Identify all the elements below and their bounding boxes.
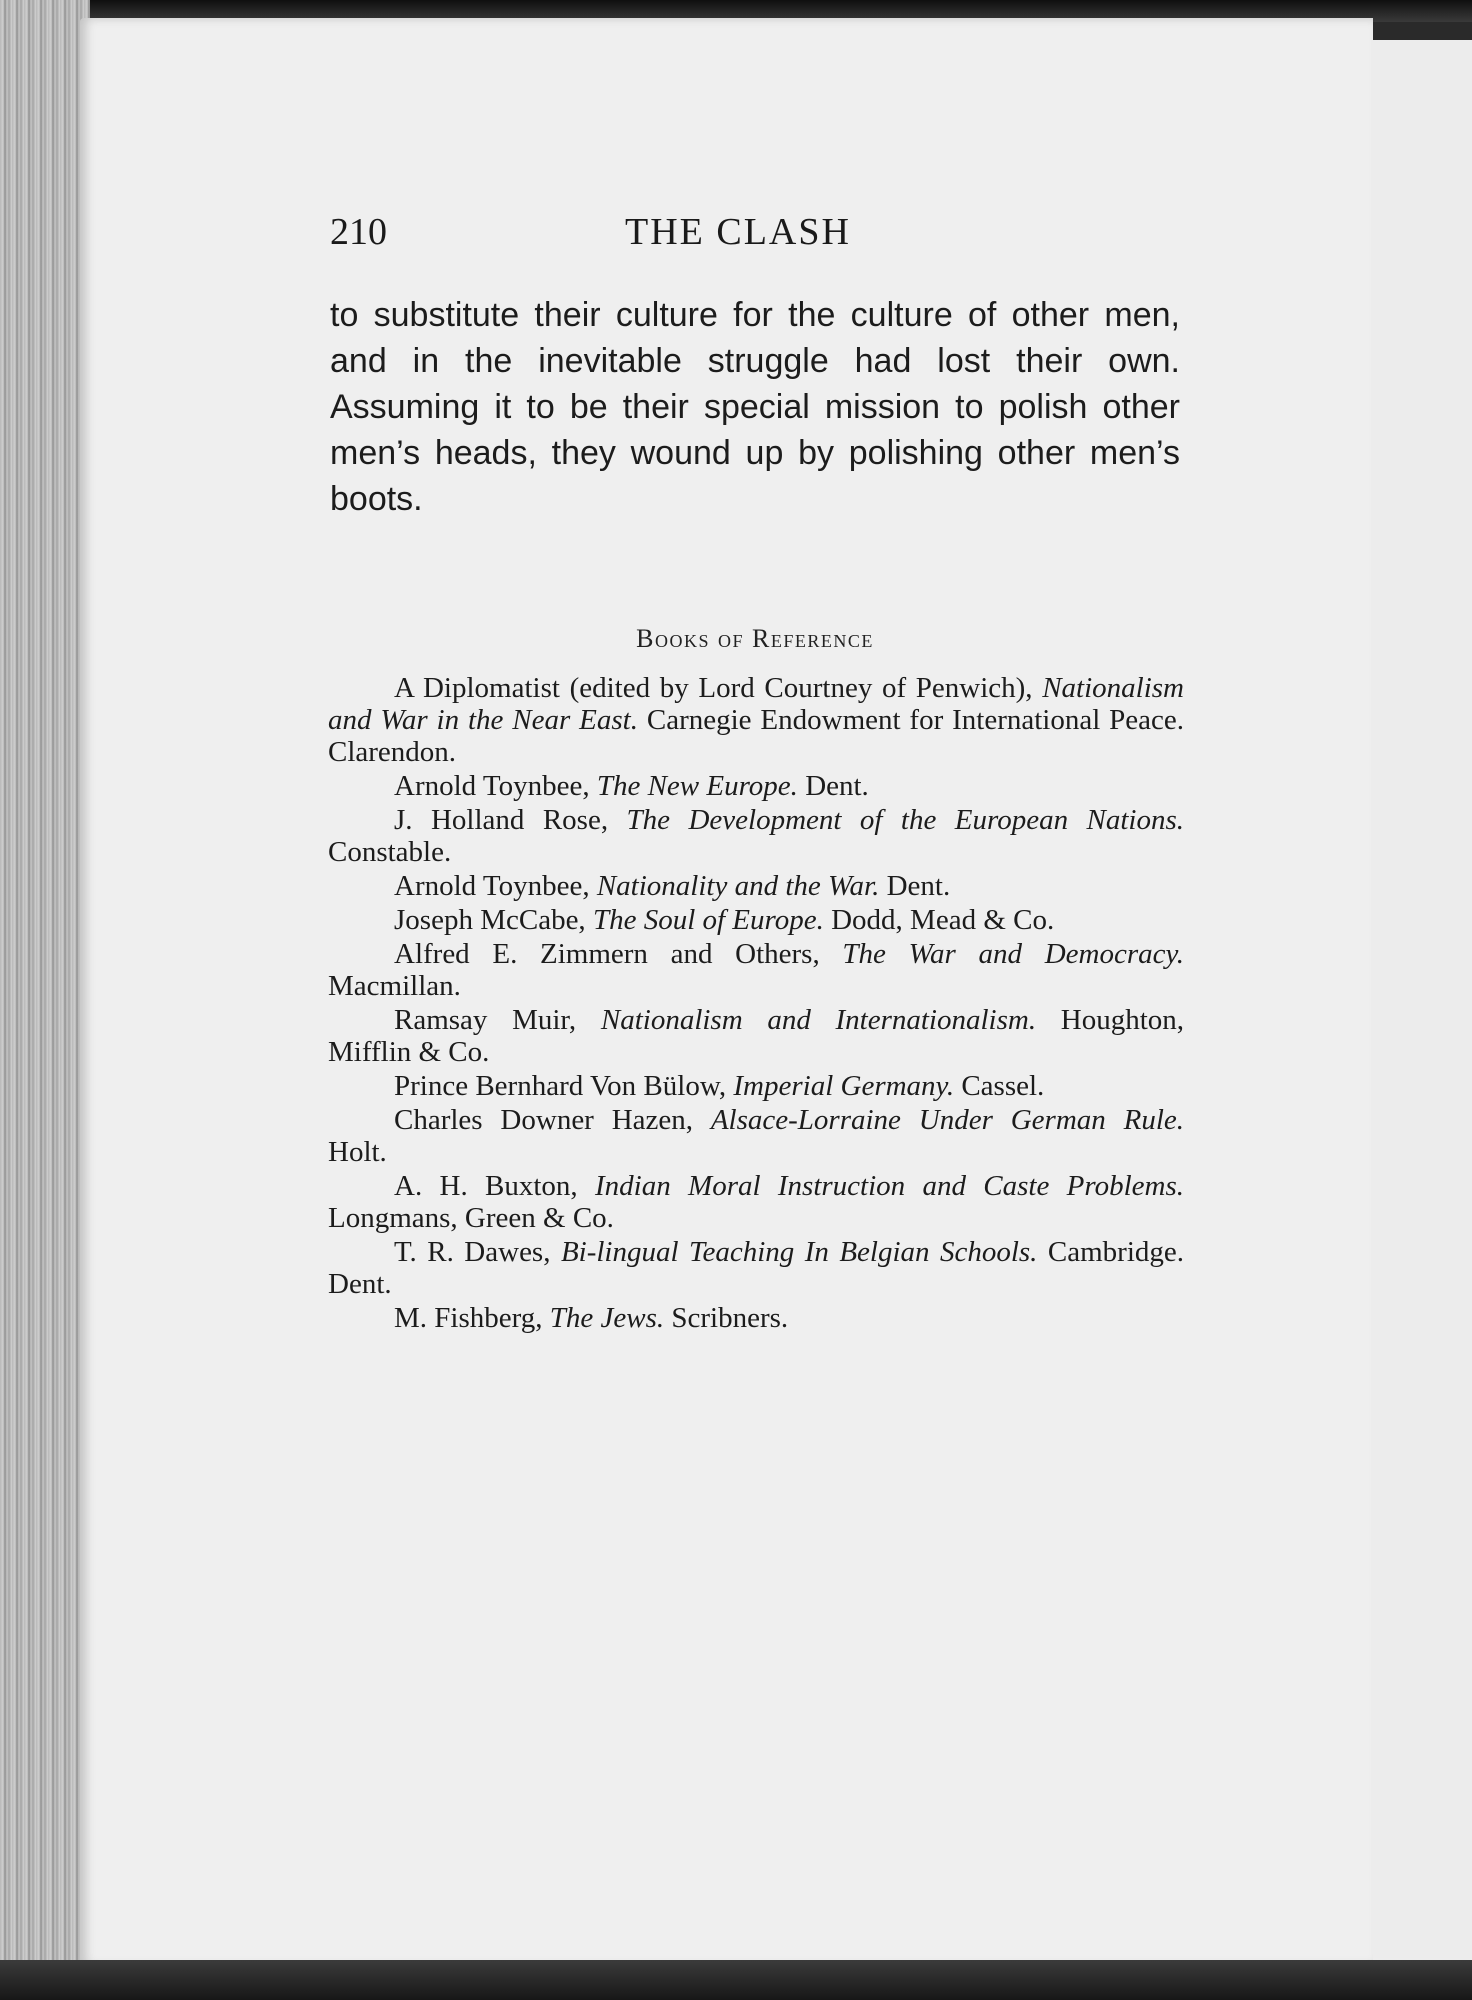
reference-title: Nationality and the War. [596,870,880,902]
reference-author: Alfred E. Zimmern and Others, [394,938,820,970]
reference-author: M. Fishberg, [394,1302,543,1334]
reference-entry [328,870,1184,902]
reference-publisher: Holt. [328,1136,387,1168]
reference-publisher: Dodd, Mead & Co. [831,904,1055,936]
reference-entry [328,1104,1184,1168]
reference-publisher: Houghton, Mifflin & Co. [328,1004,1184,1068]
reference-publisher: Longmans, Green & Co. [328,1202,614,1234]
reference-publisher: Cassel. [961,1070,1045,1102]
page-number: 210 [330,211,387,253]
book-page-edges [0,0,90,2000]
reference-title: The New Europe. [596,770,798,802]
reference-author: Charles Downer Hazen, [394,1104,693,1136]
reference-title: Bi-lingual Teaching In Belgian Schools. [560,1236,1038,1268]
reference-entry [328,672,1184,768]
reference-author: T. R. Dawes, [394,1236,551,1268]
reference-author: Arnold Toynbee, [394,770,590,802]
reference-author: Arnold Toynbee, [394,870,590,902]
references-list [328,672,1184,1334]
running-title: THE CLASH [625,211,851,253]
reference-entry [328,804,1184,868]
reference-title: The Soul of Europe. [592,904,824,936]
reference-author: Joseph McCabe, [394,904,586,936]
reference-title: The Development of the European Nations. [626,804,1185,836]
reference-publisher: Constable. [328,836,452,868]
reference-entry [328,1070,1184,1102]
page-content [328,210,1185,1336]
reference-publisher: Dent. [886,870,951,902]
reference-entry [328,938,1184,1002]
reference-title: The War and Democracy. [842,938,1185,970]
reference-author: Prince Bernhard Von Bülow, [394,1070,727,1102]
running-head [330,210,1180,260]
reference-entry [328,1170,1184,1234]
reference-publisher: Dent. [805,770,869,802]
reference-entry [328,1236,1184,1300]
reference-publisher: Cambridge. Dent. [328,1236,1184,1300]
reference-title: Nationalism and War in the Near East. [328,672,1185,736]
bottom-shadow [0,1960,1472,2000]
adjacent-page-edge [1360,40,1472,2000]
reference-title: Alsace-Lorraine Under German Rule. [710,1104,1184,1136]
reference-publisher: Macmillan. [328,970,461,1002]
reference-publisher: Scribners. [671,1302,789,1334]
reference-author: A. H. Buxton, [394,1170,578,1202]
reference-author: A Diplomatist (edited by Lord Courtney of Penwich), [394,672,1033,704]
reference-author: J. Holland Rose, [394,804,609,836]
reference-title: Imperial Germany. [733,1070,955,1102]
reference-title: Indian Moral Instruction and Caste Problems. [595,1170,1185,1202]
references-heading: Books of Reference [636,624,874,653]
reference-entry [328,904,1184,936]
reference-entry [328,770,1184,802]
reference-entry [328,1302,1184,1334]
reference-author: Ramsay Muir, [394,1004,577,1036]
body-paragraph: to substitute their culture for the culture of other men, and in the inevitable struggle had lost their own. Assuming it to be their special mission to polish other men’s heads, they wound up by polishing other men’s boots. [330,296,1180,518]
reference-title: Nationalism and Internationalism. [600,1004,1037,1036]
reference-entry [328,1004,1184,1068]
reference-publisher: Carnegie Endowment for International Peace. Clarendon. [328,704,1185,768]
reference-title: The Jews. [549,1302,665,1334]
